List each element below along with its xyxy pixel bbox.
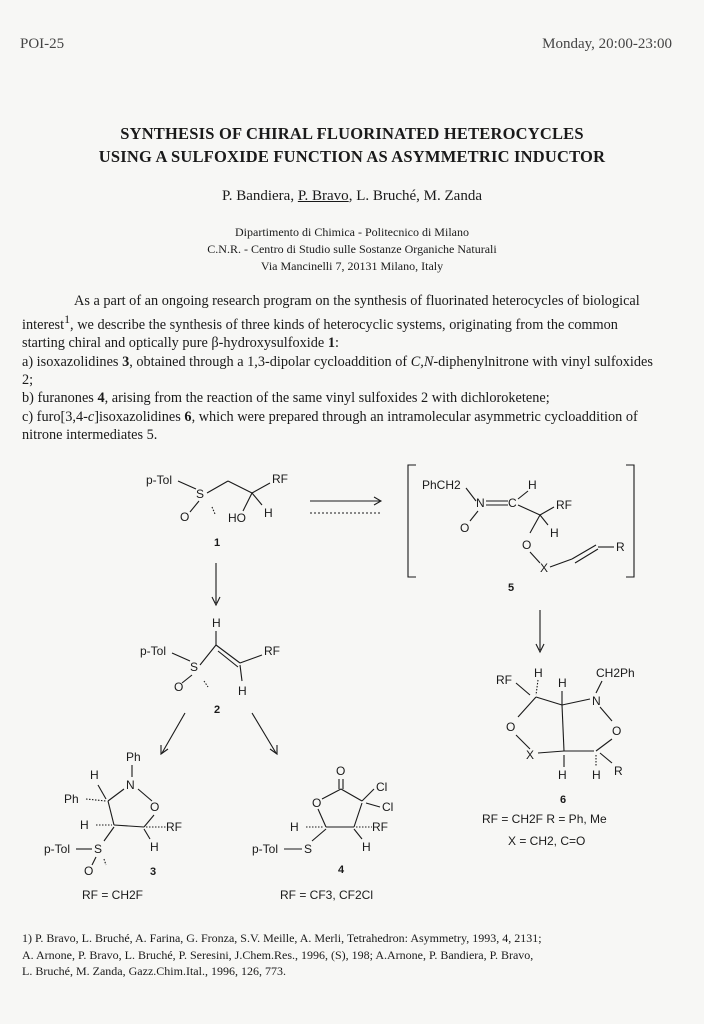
c3-ph1: Ph — [126, 750, 141, 764]
c1-o: O — [180, 510, 190, 524]
c4-cl2: Cl — [382, 800, 394, 814]
c6-label: 6 — [560, 794, 567, 806]
c2-label: 2 — [214, 704, 221, 716]
affiliation-line-1: Dipartimento di Chimica - Politecnico di Milano — [235, 225, 469, 239]
compound-5 — [408, 465, 634, 594]
abstract-intro: As a part of an ongoing research program on the synthesis of fluorinated heterocycles of biological interest$^1$, we describe the synthesis of three kinds of heterocyclic systems, originating from the common starting chiral and optically pure β-hydroxysulfoxide 1: — [22, 293, 640, 352]
references — [22, 930, 682, 980]
c2-h1: H — [212, 616, 221, 630]
c6-ch2ph: CH2Ph — [596, 666, 635, 680]
c3-ptol: p-Tol — [44, 842, 71, 856]
c1-rf: RF — [272, 472, 288, 486]
reference-line-3: L. Bruché, M. Zanda, Gazz.Chim.Ital., 1996, 126, 773. — [22, 964, 286, 978]
c2-h2: H — [238, 684, 247, 698]
abstract-item-b: b) furanones 4, arising from the reaction of the same vinyl sulfoxides 2 with dichloroketene; — [22, 390, 550, 407]
c2-rf: RF — [264, 644, 280, 658]
c5-c: C — [508, 496, 517, 510]
c6-h1: H — [534, 666, 543, 680]
c6-definition-1: RF = CH2F R = Ph, Me — [482, 812, 607, 826]
c3-h1: H — [90, 768, 99, 782]
c3-o: O — [150, 800, 160, 814]
c5-h1: H — [528, 478, 537, 492]
c3-s: S — [94, 842, 103, 856]
compound-6 — [482, 666, 635, 848]
c3-ph2: Ph — [64, 792, 79, 806]
c1-s: S — [196, 487, 205, 501]
authors — [0, 188, 704, 205]
c1-ptol: p-Tol — [146, 473, 173, 487]
reference-line-1: 1) P. Bravo, L. Bruché, A. Farina, G. Fronza, S.V. Meille, A. Merli, Tetrahedron: Asymmetry, 1993, 4, 2131; — [22, 931, 542, 945]
compound-3 — [44, 750, 182, 902]
c4-h2: H — [362, 840, 371, 854]
title-line-1: SYNTHESIS OF CHIRAL FLUORINATED HETEROCYCLES — [120, 124, 584, 143]
affiliation-line-2: C.N.R. - Centro di Studio sulle Sostanze Organiche Naturali — [207, 242, 497, 256]
c3-label: 3 — [150, 866, 157, 878]
c6-h4: H — [592, 768, 601, 782]
c2-o: O — [174, 680, 184, 694]
c5-label: 5 — [508, 582, 515, 594]
c4-label: 4 — [338, 864, 345, 876]
compound-2 — [140, 616, 280, 716]
c6-n: N — [592, 694, 601, 708]
compound-1 — [146, 472, 288, 549]
author-group-2: , L. Bruché, M. Zanda — [348, 188, 482, 204]
c3-n: N — [126, 778, 135, 792]
c2-ptol: p-Tol — [140, 644, 167, 658]
abstract-item-c: c) furo[3,4-c]isoxazolidines 6, which were prepared through an intramolecular asymmetric cycloaddition of nitrone intermediates 5. — [22, 408, 638, 443]
c6-o1: O — [506, 720, 516, 734]
c4-ptol: p-Tol — [252, 842, 279, 856]
author-group-1: P. Bandiera, — [222, 188, 298, 204]
c5-h2: H — [550, 526, 559, 540]
c3-definition: RF = CH2F — [82, 888, 144, 902]
c5-n: N — [476, 496, 485, 510]
c4-s: S — [304, 842, 313, 856]
c1-ho: HO — [228, 511, 246, 525]
c1-label: 1 — [214, 537, 221, 549]
c4-cl1: Cl — [376, 780, 388, 794]
c5-r: R — [616, 540, 625, 554]
c4-o2: O — [312, 796, 322, 810]
session-time: Monday, 20:00-23:00 — [542, 36, 672, 52]
c6-r: R — [614, 764, 623, 778]
c3-o2: O — [84, 864, 94, 878]
abstract — [22, 292, 662, 444]
c4-o1: O — [336, 764, 346, 778]
presenting-author: P. Bravo — [297, 188, 349, 204]
title-line-2: USING A SULFOXIDE FUNCTION AS ASYMMETRIC INDUCTOR — [98, 147, 606, 166]
c4-rf: RF — [372, 820, 388, 834]
c3-h3: H — [150, 840, 159, 854]
c6-h2: H — [558, 676, 567, 690]
c5-o2: O — [522, 538, 532, 552]
c2-s: S — [190, 660, 199, 674]
c5-rf: RF — [556, 498, 572, 512]
reference-line-2: A. Arnone, P. Bravo, L. Bruché, P. Seresini, J.Chem.Res., 1996, (S), 198; A.Arnone, P. Bandiera, P. Bravo, — [22, 947, 534, 962]
c6-rf: RF — [496, 673, 512, 687]
c3-rf: RF — [166, 820, 182, 834]
c6-o2: O — [612, 724, 622, 738]
c4-definition: RF = CF3, CF2Cl — [280, 888, 374, 902]
c5-x: X — [540, 561, 549, 575]
affiliation-line-3: Via Mancinelli 7, 20131 Milano, Italy — [260, 259, 444, 273]
c3-h2: H — [80, 818, 89, 832]
c1-h: H — [264, 506, 273, 520]
c6-definition-2: X = CH2, C=O — [508, 834, 586, 848]
c4-h1: H — [290, 820, 299, 834]
c6-x: X — [526, 748, 535, 762]
compound-4 — [252, 764, 393, 902]
c6-h3: H — [558, 768, 567, 782]
abstract-item-a: a) isoxazolidines 3, obtained through a 1,3-dipolar cycloaddition of C,N-diphenylnitrone with vinyl sulfoxides 2; — [22, 353, 653, 388]
poster-code: POI-25 — [20, 36, 65, 52]
reaction-scheme — [0, 455, 704, 915]
c5-phch2: PhCH2 — [422, 478, 461, 492]
c5-o1: O — [460, 521, 470, 535]
